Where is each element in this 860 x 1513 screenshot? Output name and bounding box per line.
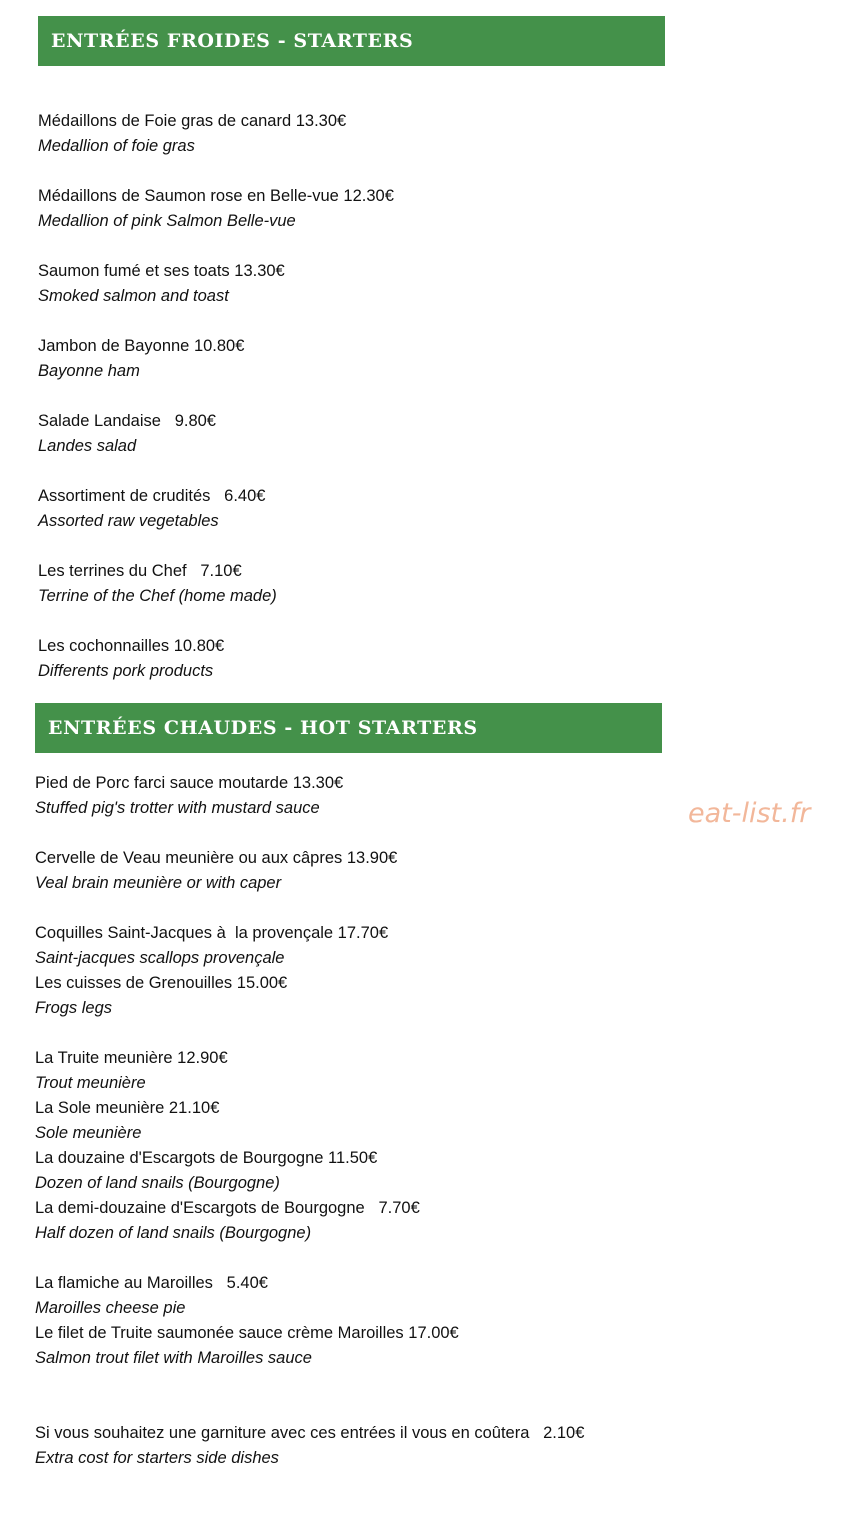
menu-item (38, 409, 216, 459)
menu-item (38, 184, 394, 234)
menu-item (35, 846, 397, 896)
menu-item-name-en: Bayonne ham (38, 362, 140, 380)
menu-item-name-fr: La demi-douzaine d'Escargots de Bourgogne 7.70€ (35, 1199, 420, 1217)
menu-item-name-en: Frogs legs (35, 999, 113, 1017)
menu-item (35, 1271, 268, 1321)
menu-item-name-en: Medallion of foie gras (38, 137, 195, 155)
menu-item-side-dish-note (35, 1421, 584, 1471)
menu-item (35, 921, 388, 971)
menu-item-name-en: Veal brain meunière or with caper (35, 874, 282, 892)
menu-item (35, 1096, 219, 1146)
menu-item-name-fr: Assortiment de crudités 6.40€ (38, 487, 266, 505)
menu-item-name-en: Smoked salmon and toast (38, 287, 229, 305)
menu-item-name-fr: Médaillons de Foie gras de canard 13.30€ (38, 112, 347, 130)
menu-item-name-en: Half dozen of land snails (Bourgogne) (35, 1224, 312, 1242)
menu-item-name-fr: La Sole meunière 21.10€ (35, 1099, 220, 1117)
menu-item (35, 1146, 377, 1196)
menu-item-name-fr: La Truite meunière 12.90€ (35, 1049, 228, 1067)
menu-item-name-fr: Médaillons de Saumon rose en Belle-vue 12.30€ (38, 187, 394, 205)
menu-item-name-fr: Si vous souhaitez une garniture avec ces entrées il vous en coûtera 2.10€ (35, 1424, 585, 1442)
menu-item-name-fr: Les cochonnailles 10.80€ (38, 637, 225, 655)
menu-item-name-fr: La douzaine d'Escargots de Bourgogne 11.50€ (35, 1149, 378, 1167)
menu-item (38, 109, 346, 159)
menu-item-name-fr: Le filet de Truite saumonée sauce crème Maroilles 17.00€ (35, 1324, 459, 1342)
menu-item (38, 334, 244, 384)
menu-item (35, 971, 287, 1021)
section-title: ENTRÉES CHAUDES - HOT STARTERS (48, 717, 478, 739)
menu-item-name-en: Maroilles cheese pie (35, 1299, 186, 1317)
menu-item-name-fr: Les cuisses de Grenouilles 15.00€ (35, 974, 288, 992)
menu-item-name-en: Stuffed pig's trotter with mustard sauce (35, 799, 320, 817)
menu-item (38, 259, 285, 309)
menu-item-name-en: Landes salad (38, 437, 137, 455)
section-title: ENTRÉES FROIDES - STARTERS (51, 30, 414, 52)
menu-item-name-fr: Salade Landaise 9.80€ (38, 412, 216, 430)
section-header-hot-starters (35, 703, 662, 753)
menu-item-name-en: Terrine of the Chef (home made) (38, 587, 277, 605)
menu-item-name-fr: Les terrines du Chef 7.10€ (38, 562, 242, 580)
menu-item (35, 1321, 459, 1371)
menu-item-name-en: Salmon trout filet with Maroilles sauce (35, 1349, 312, 1367)
menu-item (35, 1046, 228, 1096)
menu-item-name-en: Sole meunière (35, 1124, 142, 1142)
menu-item-name-en: Dozen of land snails (Bourgogne) (35, 1174, 280, 1192)
menu-item-name-fr: Pied de Porc farci sauce moutarde 13.30€ (35, 774, 344, 792)
menu-item-name-en: Differents pork products (38, 662, 214, 680)
menu-item-name-fr: La flamiche au Maroilles 5.40€ (35, 1274, 268, 1292)
menu-item-name-fr: Cervelle de Veau meunière ou aux câpres 13.90€ (35, 849, 398, 867)
menu-item (35, 1196, 420, 1246)
menu-item-name-en: Trout meunière (35, 1074, 146, 1092)
menu-item-name-en: Assorted raw vegetables (38, 512, 219, 530)
section-header-cold-starters (38, 16, 665, 66)
menu-item-name-en: Saint-jacques scallops provençale (35, 949, 285, 967)
menu-item (38, 484, 265, 534)
watermark: eat-list.fr (688, 798, 811, 829)
menu-item-name-fr: Saumon fumé et ses toats 13.30€ (38, 262, 285, 280)
menu-item-name-en: Extra cost for starters side dishes (35, 1449, 279, 1467)
menu-item-name-en: Medallion of pink Salmon Belle-vue (38, 212, 296, 230)
menu-item-name-fr: Jambon de Bayonne 10.80€ (38, 337, 245, 355)
menu-item (38, 634, 224, 684)
menu-item-name-fr: Coquilles Saint-Jacques à la provençale 17.70€ (35, 924, 389, 942)
menu-item (38, 559, 277, 609)
menu-item (35, 771, 343, 821)
